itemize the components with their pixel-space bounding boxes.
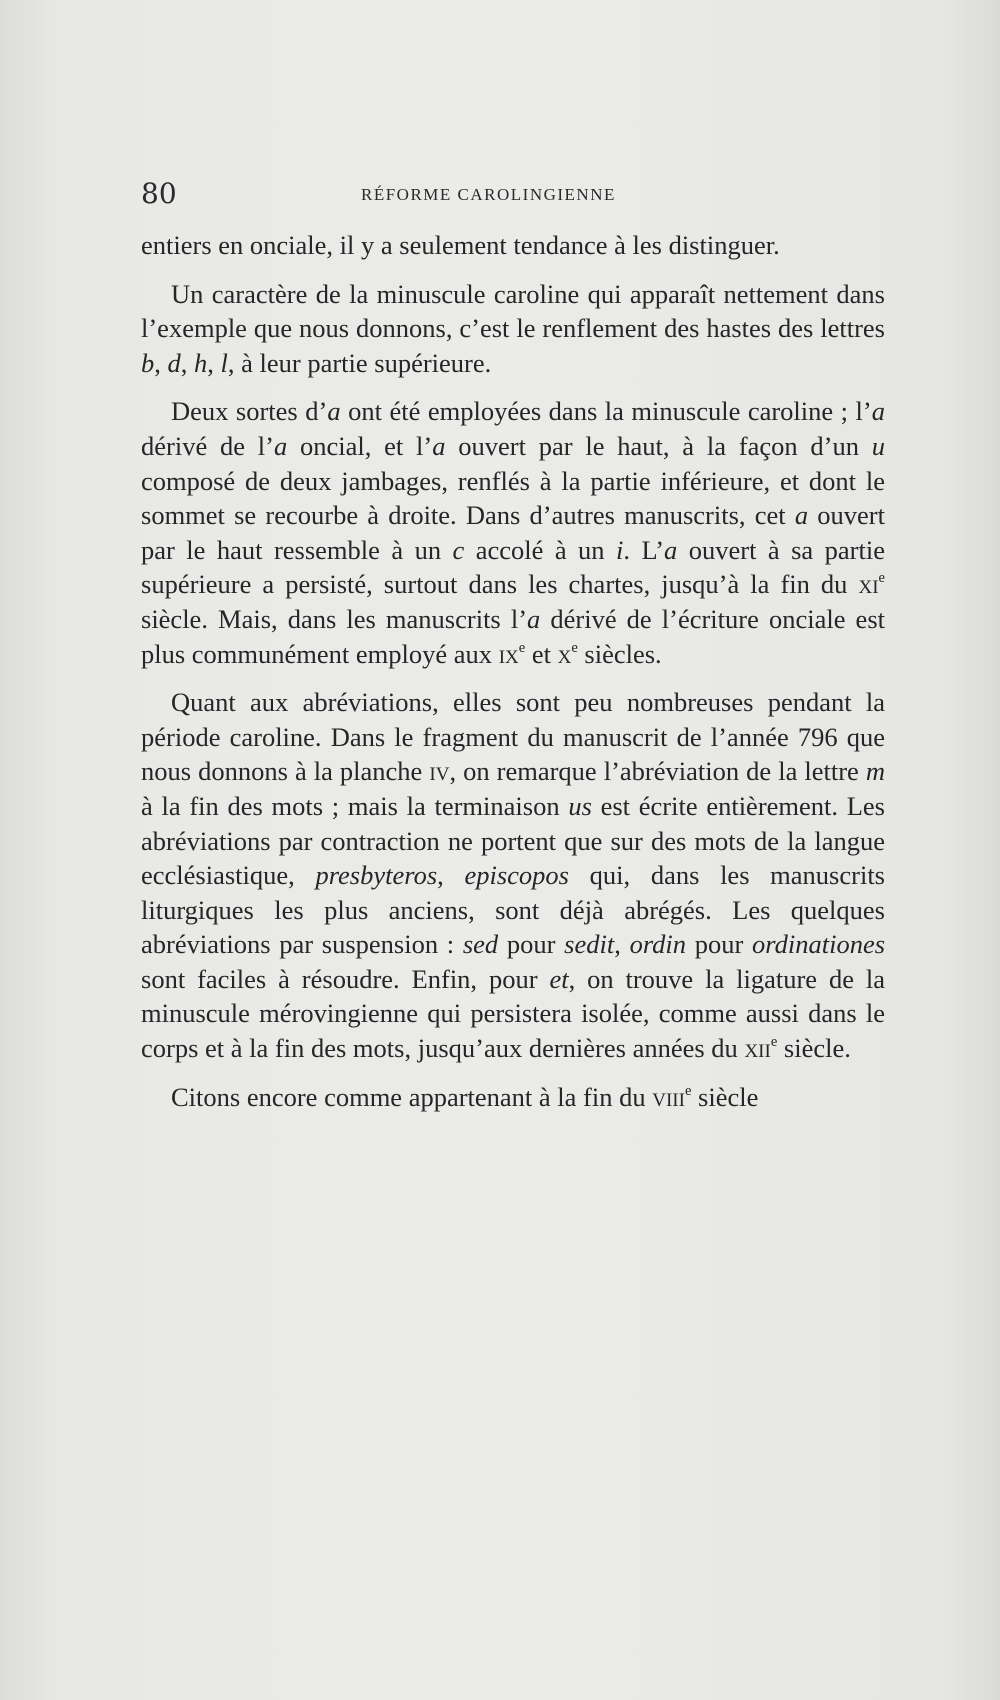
text-run: ont été employées dans la minuscule caroline ; l’ — [340, 396, 872, 427]
text-run: , — [437, 860, 465, 891]
superscript: e — [878, 570, 885, 587]
text-run: . L’ — [623, 534, 665, 565]
superscript: e — [571, 639, 578, 656]
text-run: entiers en onciale, il y a seulement tendance à les distinguer. — [141, 230, 780, 260]
century-numeral: xi — [858, 569, 879, 600]
italic-letter: a — [664, 534, 678, 565]
text-run: siècles. — [577, 638, 662, 669]
italic-letter: h — [194, 347, 208, 378]
italic-letter: a — [527, 603, 541, 634]
paragraph-2 — [141, 277, 885, 381]
century-numeral: x — [557, 638, 572, 669]
italic-term: us — [568, 790, 592, 821]
century-numeral: viii — [652, 1081, 685, 1112]
italic-letter: m — [865, 756, 885, 787]
text-run: ouvert par le haut ressemble à un — [141, 500, 885, 565]
text-run: Un caractère de la minuscule caroline qui apparaît nettement dans l’exemple que nous donnons, c’est le renflement des hastes des lettres — [141, 278, 885, 344]
italic-term: presbyteros — [315, 860, 438, 891]
text-run: , à leur partie supérieure. — [227, 347, 492, 378]
italic-term: episcopos — [464, 860, 569, 891]
text-run: Quant aux abréviations, elles sont peu nombreuses pendant la période caroline. Dans le fragment du manuscrit de l’année 796 que nous donnons à la planche — [141, 687, 885, 787]
text-run: siècle. — [777, 1033, 851, 1064]
century-numeral: ix — [498, 638, 519, 669]
text-run: , — [614, 929, 630, 960]
page-header — [141, 174, 885, 214]
italic-letter: a — [871, 396, 885, 427]
text-run: Deux sortes d’ — [171, 396, 328, 427]
text-run: et — [525, 638, 558, 669]
italic-letter: a — [794, 500, 809, 531]
text-run: accolé à un — [464, 534, 617, 565]
italic-letter: c — [452, 534, 465, 565]
text-run: siècle — [691, 1081, 759, 1112]
superscript: e — [770, 1034, 778, 1051]
plate-numeral: iv — [429, 756, 450, 787]
text-run: dérivé de l’ — [141, 430, 274, 461]
text-run: pour — [498, 929, 565, 960]
text-run: siècle. Mais, dans les manuscrits l’ — [141, 603, 528, 634]
text-run: Citons encore comme appartenant à la fin du — [171, 1081, 653, 1112]
text-run: , on remarque l’abréviation de la lettre — [449, 756, 866, 787]
italic-letter: a — [327, 396, 341, 427]
italic-term: ordinationes — [752, 929, 886, 960]
italic-letter: a — [273, 430, 288, 461]
italic-term: et — [549, 963, 569, 994]
text-run: à la fin des mots ; mais la terminaison — [141, 790, 569, 821]
text-run: pour — [686, 929, 753, 960]
text-run: qui, dans les manuscrits liturgiques les plus anciens, sont déjà abrégés. Les quelques abréviations par suspension : — [141, 860, 885, 960]
text-run: dérivé de l’écriture onciale est plus communément employé aux — [141, 603, 885, 669]
page-number: 80 — [141, 177, 177, 210]
text-run: ouvert à sa partie supérieure a persisté, surtout dans les chartes, jusqu’à la fin du — [141, 534, 885, 600]
italic-letter: b — [141, 347, 155, 378]
century-numeral: xii — [744, 1033, 771, 1064]
paragraph-1 — [141, 228, 885, 263]
superscript: e — [518, 639, 526, 656]
body-text — [141, 228, 885, 1128]
text-run: , — [180, 347, 194, 378]
running-head: RÉFORME CAROLINGIENNE — [361, 185, 616, 204]
text-run: est écrite entièrement. Les abréviations par contraction ne portent que sur des mots de la langue ecclésiastique, — [141, 790, 885, 891]
paragraph-3 — [141, 394, 885, 671]
italic-letter: l — [220, 347, 228, 378]
italic-letter: a — [432, 430, 446, 461]
italic-term: ordin — [629, 929, 687, 960]
text-run: , — [154, 347, 168, 378]
italic-letter: i — [616, 534, 624, 565]
text-run: composé de deux jambages, renflés à la partie inférieure, et dont le sommet se recourbe à droite. Dans d’autres manuscrits, cet — [141, 465, 885, 531]
paragraph-5 — [141, 1080, 885, 1115]
superscript: e — [684, 1082, 692, 1099]
italic-letter: u — [871, 430, 885, 461]
text-run: , on trouve la ligature de la minuscule mérovingienne qui persistera isolée, comme aussi dans le corps et à la fin des mots, jusqu’aux dernières années du — [141, 963, 885, 1064]
italic-term: sedit — [564, 929, 615, 960]
text-run: , — [207, 347, 221, 378]
italic-letter: d — [167, 347, 181, 378]
text-run: sont faciles à résoudre. Enfin, pour — [141, 963, 550, 994]
italic-term: sed — [462, 929, 499, 960]
text-run: oncial, et l’ — [287, 430, 433, 461]
text-run: ouvert par le haut, à la façon d’un — [445, 430, 872, 461]
paragraph-4 — [141, 685, 885, 1066]
